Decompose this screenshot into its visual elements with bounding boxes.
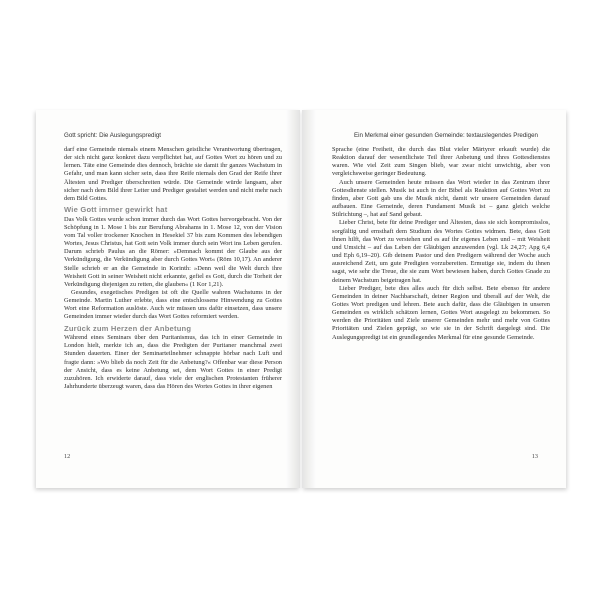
page-body bbox=[64, 146, 282, 391]
page-number: 12 bbox=[64, 453, 71, 460]
running-header: Ein Merkmal einer gesunden Gemeinde: textauslegendes Predigen bbox=[353, 132, 538, 139]
section-heading: Zurück zum Herzen der Anbetung bbox=[64, 323, 192, 333]
paragraph: Gesundes, exegetisches Predigen ist oft die Quelle wahren Wachstums in der Gemeinde. Martin Luther erlebte, dass eine entschlossene Hinwendung zu Gottes Wort eine Reformation auslöste. Auch wir müssen uns dafür einsetzen, dass unsere Gemeinden immer wieder durch das Wort Gottes reformiert werden. bbox=[64, 289, 282, 321]
open-book bbox=[36, 110, 566, 488]
paragraph: Lieber Christ, bete für deine Prediger und Ältesten, dass sie sich kompromisslos, sorgfältig und ernsthaft dem Studium des Wortes Gottes widmen. Bete, dass Gott ihnen hilft, das Wort zu verstehen und es auf ihr eigenes Leben und – mit Weisheit und Umsicht – auf das Leben der Gläubigen anzuwenden (vgl. Lk 24,27; Apg 6,4 und Eph 6,19–20). Gib deinem Pastor und den Predigern während der Woche auch ausreichend Zeit, um gute Predigten vorzubereiten. Ermutige sie, indem du ihnen sagst, wie sehr die Treue, die sie zum Wort bewiesen haben, durch Gottes Gnade zu deinem Wachstum beigetragen hat. bbox=[332, 219, 550, 284]
running-header: Gott spricht: Die Auslegungspredigt bbox=[64, 132, 161, 139]
paragraph: Sprache (eine Freiheit, die durch das Blut vieler Märtyrer erkauft wurde) die Reaktion darauf der wesentlichste Teil ihrer Anbetung und ihres Gottesdienstes waren. Wie viel Zeit zum Singen blieb, war zwar nicht unwichtig, aber von vergleichsweise geringer Bedeutung. bbox=[332, 146, 550, 178]
paragraph: Während eines Seminars über den Puritanismus, das ich in einer Gemeinde in London hielt, merkte ich an, dass die Predigten der Puritaner manchmal zwei Stunden dauerten. Einer der Seminarteilnehmer schnappte hörbar nach Luft und fragte dann: »Wo blieb da noch Zeit für die Anbetung?« Offenbar war diese Person der Ansicht, dass es keine Anbetung sei, dem Wort Gottes in einer Predigt zuzuhören. Ich erwiderte darauf, dass viele der englischen Protestanten früherer Jahrhunderte überzeugt waren, dass das Hören des Wortes Gottes in ihrer eigenen bbox=[64, 334, 282, 391]
page-gutter-shadow bbox=[302, 110, 316, 488]
right-page bbox=[302, 110, 566, 488]
page-number: 13 bbox=[531, 453, 538, 460]
paragraph: Lieber Prediger, bete dies alles auch für dich selbst. Bete ebenso für andere Gemeinden in deiner Nachbarschaft, deiner Region und überall auf der Welt, die Gottes Wort predigen und lehren. Bete auch dafür, dass die Gläubigen in unseren Gemeinden es wirklich schätzen lernen, Gottes Wort ausgelegt zu bekommen. So werden die Prioritäten und Ziele unserer Gemeinden mehr und mehr von Gottes Prioritäten und Zielen geprägt, so wie sie in der Schrift dargelegt sind. Die Auslegungspredigt ist ein grundlegendes Merkmal für eine gesunde Gemeinde. bbox=[332, 284, 550, 341]
paragraph: Auch unsere Gemeinden heute müssen das Wort wieder in das Zentrum ihrer Gottesdienste stellen. Musik ist auch in der Bibel als Reaktion auf Gottes Wort zu finden, aber Gott gab uns die Musik nicht, damit wir unsere Gemeinden darauf aufbauen. Eine Gemeinde, deren Fundament Musik ist – ganz gleich welche Stilrichtung –, hat auf Sand gebaut. bbox=[332, 178, 550, 219]
left-page bbox=[36, 110, 300, 488]
page-gutter-shadow bbox=[286, 110, 300, 488]
paragraph: darf eine Gemeinde niemals einem Menschen geistliche Verantwortung übertragen, der sich nicht ganz konkret dazu verpflichtet hat, auf Gottes Wort zu hören und zu lernen. Täte eine Gemeinde dies dennoch, brächte sie damit ihr ganzes Wachstum in Gefahr, und man kann sicher sein, dass ihre Reife niemals den Grad der Reife ihrer Ältesten und Prediger überschreiten würde. Die Gemeinde würde langsam, aber sicher nach dem Bild ihrer Leiter und Prediger gestaltet werden und nicht mehr nach dem Bild Gottes. bbox=[64, 146, 282, 202]
paragraph: Das Volk Gottes wurde schon immer durch das Wort Gottes hervorgebracht. Von der Schöpfung in 1. Mose 1 bis zur Berufung Abrahams in 1. Mose 12, von der Vision vom Tal voller trockener Knochen in Hesekiel 37 bis zum Kommen des lebendigen Wortes, Jesus Christus, hat Gott sein Volk immer durch sein Wort ins Leben gerufen. Darum schrieb Paulus an die Römer: »Demnach kommt der Glaube aus der Verkündigung, die Verkündigung aber durch Gottes Wort« (Röm 10,17). An anderer Stelle schrieb er an die Gemeinde in Korinth: »Denn weil die Welt durch ihre Weisheit Gott in seiner Weisheit nicht erkannte, gefiel es Gott, durch die Torheit der Verkündigung diejenigen zu retten, die glauben« (1 Kor 1,21). bbox=[64, 215, 282, 288]
page-body bbox=[332, 146, 550, 342]
section-heading: Wie Gott immer gewirkt hat bbox=[64, 205, 168, 215]
